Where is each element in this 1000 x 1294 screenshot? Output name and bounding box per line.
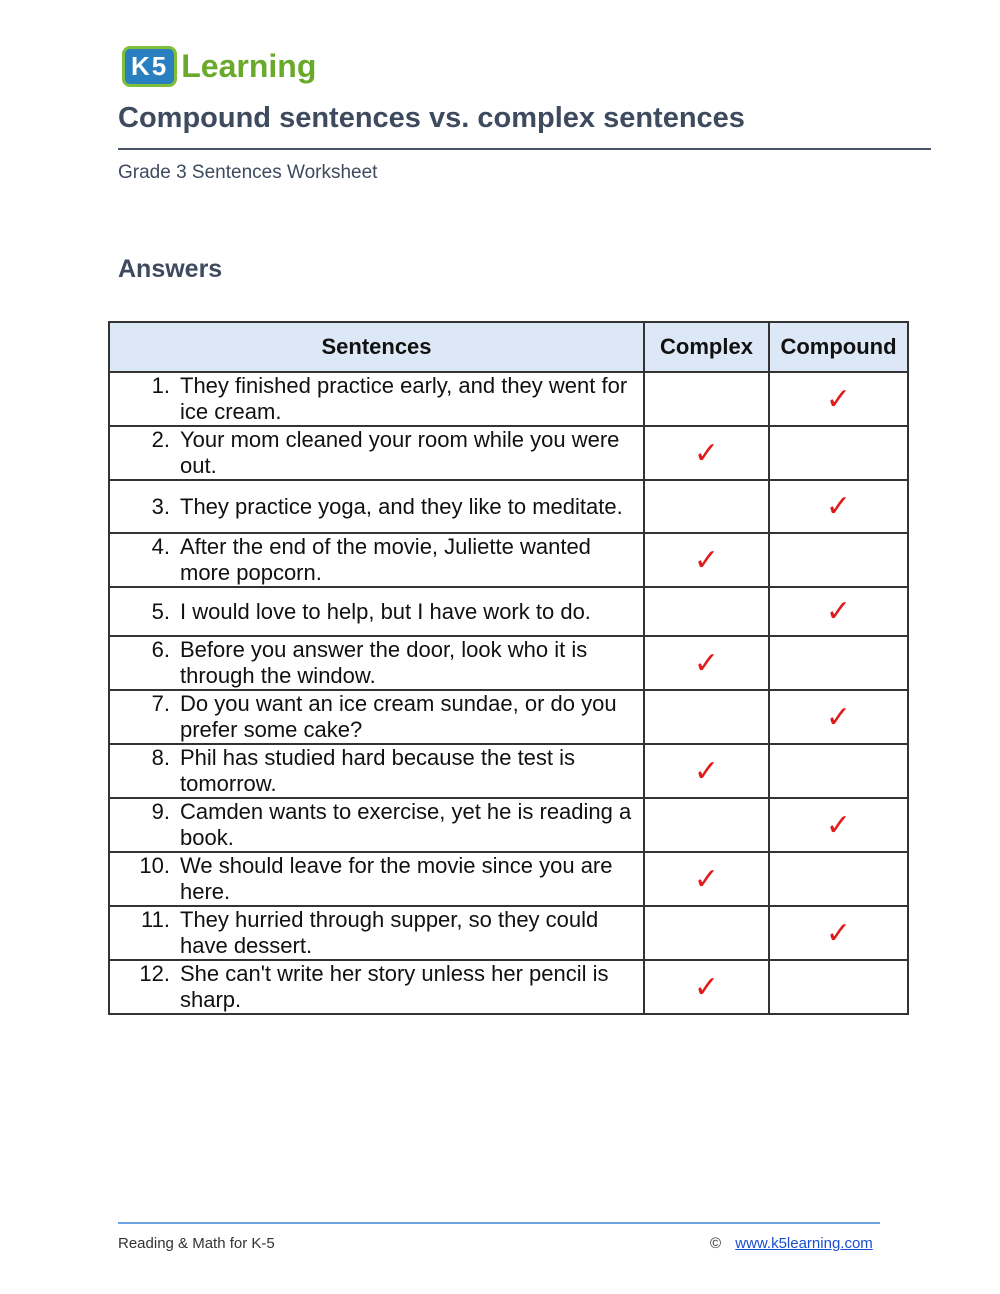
checkmark-icon: ✓ xyxy=(693,436,720,470)
sentence-number: 8. xyxy=(151,745,170,770)
complex-cell xyxy=(644,533,769,587)
checkmark-icon: ✓ xyxy=(693,754,720,788)
compound-cell xyxy=(769,480,908,533)
sentence-text: Do you want an ice cream sundae, or do you prefer some cake? xyxy=(180,691,617,742)
checkmark-icon: ✓ xyxy=(825,382,852,416)
checkmark-icon: ✓ xyxy=(825,490,852,523)
table-row xyxy=(109,690,908,744)
website-link[interactable]: www.k5learning.com xyxy=(735,1235,873,1252)
page-subtitle: Grade 3 Sentences Worksheet xyxy=(118,162,378,183)
header-sentences: Sentences xyxy=(109,322,644,372)
checkmark-icon: ✓ xyxy=(825,595,852,628)
compound-cell xyxy=(769,426,908,480)
table-row xyxy=(109,744,908,798)
checkmark-icon: ✓ xyxy=(825,916,852,950)
sentence-cell xyxy=(109,636,644,690)
checkmark-icon: ✓ xyxy=(825,700,852,734)
sentence-number: 2. xyxy=(151,427,170,452)
sentence-text: Camden wants to exercise, yet he is reading a book. xyxy=(180,799,632,850)
sentence-text: She can't write her story unless her pencil is sharp. xyxy=(180,961,609,1012)
sentence-cell xyxy=(109,372,644,426)
table-row xyxy=(109,906,908,960)
compound-cell xyxy=(769,690,908,744)
sentence-cell xyxy=(109,906,644,960)
compound-cell xyxy=(769,372,908,426)
page-title: Compound sentences vs. complex sentences xyxy=(118,102,745,134)
checkmark-icon: ✓ xyxy=(693,970,720,1004)
complex-cell xyxy=(644,426,769,480)
compound-cell xyxy=(769,960,908,1014)
sentence-cell xyxy=(109,852,644,906)
compound-cell xyxy=(769,852,908,906)
k5-learning-logo xyxy=(122,44,316,88)
sentence-cell xyxy=(109,533,644,587)
section-heading: Answers xyxy=(118,255,223,283)
footer-tagline: Reading & Math for K-5 xyxy=(118,1235,275,1252)
complex-cell xyxy=(644,636,769,690)
complex-cell xyxy=(644,480,769,533)
checkmark-icon: ✓ xyxy=(825,808,852,842)
sentence-number: 9. xyxy=(151,799,170,824)
table-row xyxy=(109,372,908,426)
complex-cell xyxy=(644,960,769,1014)
sentence-text: We should leave for the movie since you are here. xyxy=(180,853,613,904)
logo-learning: Learning xyxy=(181,47,317,84)
logo-k5: K5 xyxy=(122,46,177,87)
table-row xyxy=(109,852,908,906)
header-complex: Complex xyxy=(644,322,769,372)
sentence-text: They practice yoga, and they like to meditate. xyxy=(180,493,623,519)
compound-cell xyxy=(769,744,908,798)
sentence-cell xyxy=(109,960,644,1014)
sentence-number: 7. xyxy=(151,691,170,716)
sentence-cell xyxy=(109,587,644,636)
sentence-text: They finished practice early, and they went for ice cream. xyxy=(180,373,628,424)
sentence-number: 11. xyxy=(141,907,170,932)
complex-cell xyxy=(644,798,769,852)
answers-table xyxy=(108,321,909,1015)
complex-cell xyxy=(644,690,769,744)
compound-cell xyxy=(769,533,908,587)
sentence-number: 5. xyxy=(151,598,170,624)
sentence-text: Your mom cleaned your room while you were out. xyxy=(180,427,620,478)
checkmark-icon: ✓ xyxy=(693,862,720,896)
compound-cell xyxy=(769,906,908,960)
sentence-text: Before you answer the door, look who it is through the window. xyxy=(180,637,588,688)
sentence-number: 10. xyxy=(139,853,170,878)
table-row xyxy=(109,426,908,480)
checkmark-icon: ✓ xyxy=(693,646,720,680)
title-divider xyxy=(118,148,931,150)
table-header-row xyxy=(109,322,908,372)
table-row xyxy=(109,798,908,852)
table-row xyxy=(109,480,908,533)
complex-cell xyxy=(644,906,769,960)
copyright-icon: © xyxy=(710,1235,722,1252)
sentence-text: After the end of the movie, Juliette wanted more popcorn. xyxy=(180,534,591,585)
sentence-number: 1. xyxy=(151,373,170,398)
sentence-cell xyxy=(109,744,644,798)
sentence-text: Phil has studied hard because the test is tomorrow. xyxy=(180,745,576,796)
table-row xyxy=(109,960,908,1014)
sentence-number: 6. xyxy=(151,637,170,662)
table-row xyxy=(109,636,908,690)
footer-right xyxy=(710,1235,873,1252)
sentence-number: 3. xyxy=(151,493,170,519)
footer-divider xyxy=(118,1222,880,1224)
checkmark-icon: ✓ xyxy=(693,543,720,577)
sentence-text: I would love to help, but I have work to do. xyxy=(180,598,591,624)
complex-cell xyxy=(644,587,769,636)
sentence-number: 12. xyxy=(139,961,170,986)
sentence-cell xyxy=(109,480,644,533)
table-row xyxy=(109,533,908,587)
sentence-cell xyxy=(109,798,644,852)
complex-cell xyxy=(644,852,769,906)
compound-cell xyxy=(769,587,908,636)
table-row xyxy=(109,587,908,636)
compound-cell xyxy=(769,798,908,852)
sentence-text: They hurried through supper, so they could have dessert. xyxy=(180,907,599,958)
complex-cell xyxy=(644,372,769,426)
sentence-cell xyxy=(109,426,644,480)
header-compound: Compound xyxy=(769,322,908,372)
compound-cell xyxy=(769,636,908,690)
sentence-cell xyxy=(109,690,644,744)
sentence-number: 4. xyxy=(151,534,170,559)
complex-cell xyxy=(644,744,769,798)
